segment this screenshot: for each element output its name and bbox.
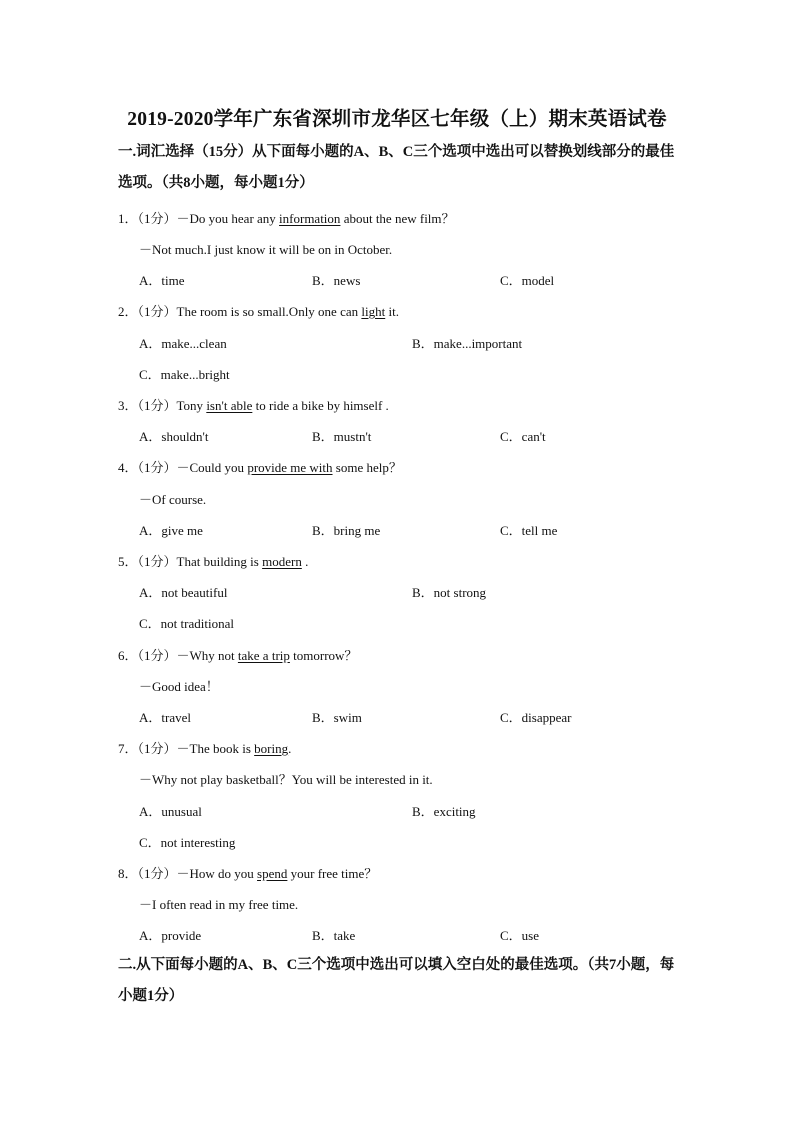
section-1-line-2: 选项。（共8小题，每小题1分）: [118, 175, 314, 191]
option-a[interactable]: A．time: [139, 273, 185, 288]
option-a[interactable]: A．unusual: [139, 804, 202, 819]
question-number: 7．（1分）: [118, 741, 177, 756]
question-3: 3．（1分）Tony isn't able to ride a bike by himself .: [118, 398, 389, 413]
underlined-word: spend: [257, 866, 288, 881]
page-title: 2019-2020学年广东省深圳市龙华区七年级（上）期末英语试卷: [127, 109, 667, 130]
question-number: 2．（1分）: [118, 304, 177, 319]
question-number: 3．（1分）: [118, 398, 177, 413]
question-4-reply: －Of course.: [139, 492, 207, 507]
option-a[interactable]: A．give me: [139, 523, 203, 538]
option-c[interactable]: C．use: [500, 928, 540, 943]
option-a[interactable]: A．shouldn't: [139, 429, 209, 444]
question-number: 6．（1分）: [118, 648, 177, 663]
question-number: 4．（1分）: [118, 460, 177, 475]
option-a[interactable]: A．travel: [139, 710, 191, 725]
section-2-header: [118, 950, 678, 1012]
underlined-word: boring: [254, 741, 289, 756]
question-6: 6．（1分）－Why not take a trip tomorrow？: [118, 648, 358, 663]
option-c[interactable]: C．not interesting: [139, 835, 236, 850]
question-5: 5．（1分）That building is modern .: [118, 554, 309, 569]
option-b[interactable]: B．exciting: [412, 804, 476, 819]
question-7-reply: －Why not play basketball？You will be interested in it.: [139, 772, 433, 787]
question-4: 4．（1分）－Could you provide me with some help？: [118, 460, 402, 475]
option-b[interactable]: B．bring me: [312, 523, 381, 538]
section-1-header: [118, 137, 678, 199]
option-b[interactable]: B．swim: [312, 710, 362, 725]
option-c[interactable]: C．can't: [500, 429, 546, 444]
question-8-reply: －I often read in my free time.: [139, 897, 299, 912]
option-b[interactable]: B．mustn't: [312, 429, 372, 444]
underlined-word: take a trip: [237, 648, 290, 663]
section-2-line-2: 小题1分）: [118, 988, 184, 1004]
option-a[interactable]: A．provide: [139, 928, 202, 943]
question-8: 8．（1分）－How do you spend your free time？: [118, 866, 378, 881]
question-6-reply: －Good idea！: [139, 679, 219, 694]
option-a[interactable]: A．make...clean: [139, 336, 227, 351]
underlined-word: modern: [262, 554, 302, 569]
question-number: 8．（1分）: [118, 866, 177, 881]
question-2: 2．（1分）The room is so small.Only one can light it.: [118, 304, 399, 319]
option-a[interactable]: A．not beautiful: [139, 585, 228, 600]
underlined-word: isn't able: [206, 398, 253, 413]
question-number: 1．（1分）: [118, 211, 177, 226]
question-1-reply: －Not much.I just know it will be on in October.: [139, 242, 393, 257]
question-number: 5．（1分）: [118, 554, 177, 569]
underlined-word: information: [279, 211, 341, 226]
option-b[interactable]: B．news: [312, 273, 361, 288]
option-c[interactable]: C．not traditional: [139, 616, 234, 631]
option-b[interactable]: B．not strong: [412, 585, 487, 600]
underlined-word: provide me with: [247, 460, 333, 475]
option-c[interactable]: C．disappear: [500, 710, 572, 725]
section-2-line-1: 二.从下面每小题的A、B、C三个选项中选出可以填入空白处的最佳选项。（共7小题，每: [118, 957, 675, 973]
option-c[interactable]: C．model: [500, 273, 555, 288]
question-7: 7．（1分）－The book is boring.: [118, 741, 292, 756]
option-c[interactable]: C．tell me: [500, 523, 558, 538]
option-c[interactable]: C．make...bright: [139, 367, 230, 382]
option-b[interactable]: B．take: [312, 928, 356, 943]
section-1-line-1: 一.词汇选择（15分）从下面每小题的A、B、C三个选项中选出可以替换划线部分的最佳: [118, 144, 675, 160]
question-1: 1．（1分）－Do you hear any information about the new film？: [118, 211, 455, 226]
option-b[interactable]: B．make...important: [412, 336, 523, 351]
underlined-word: light: [361, 304, 386, 319]
